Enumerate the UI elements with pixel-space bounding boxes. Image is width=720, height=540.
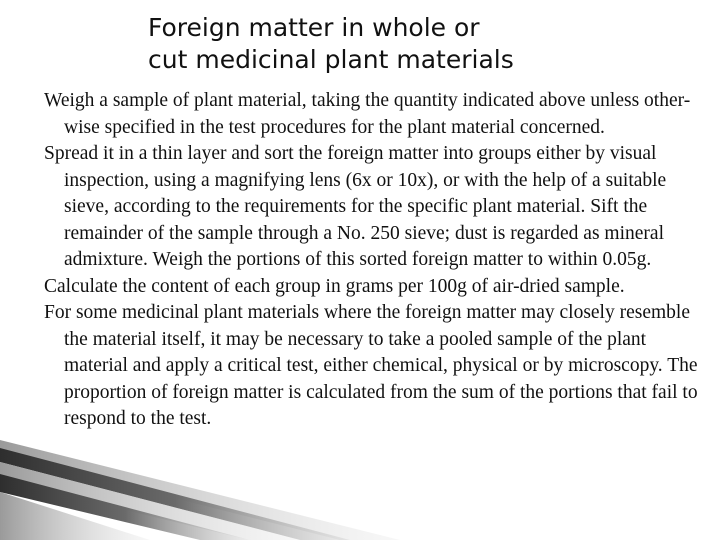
paragraph-pooled-sample: For some medicinal plant materials where the foreign matter may closely resemble the material itself, it may be necessary to take a pooled sample of the plant material and apply a critical test, either chemical, physical or by microscopy. The proportion of foreign matter is calculated from the sum of the portions that fail to respond to the test.: [44, 302, 698, 429]
paragraph-weigh: Weigh a sample of plant material, taking the quantity indicated above unless other-wise specified in the test procedures for the plant material concerned.: [44, 90, 691, 138]
paragraph-spread: Spread it in a thin layer and sort the foreign matter into groups either by visual inspection, using a magnifying lens (6x or 10x), or with the help of a suitable sieve, according to the requirements for the specific plant material. Sift the remainder of the sample through a No. 250 sieve; dust is regarded as mineral admixture. Weigh the portions of this sorted foreign matter to within 0.05g.: [44, 143, 667, 270]
title-line-2: cut medicinal plant materials: [148, 45, 514, 74]
paragraph-calculate: Calculate the content of each group in grams per 100g of air-dried sample.: [44, 275, 625, 297]
title-line-1: Foreign matter in whole or: [148, 13, 480, 42]
slide-body: [44, 88, 704, 433]
slide-title: [148, 12, 668, 76]
corner-decoration: [0, 440, 420, 540]
